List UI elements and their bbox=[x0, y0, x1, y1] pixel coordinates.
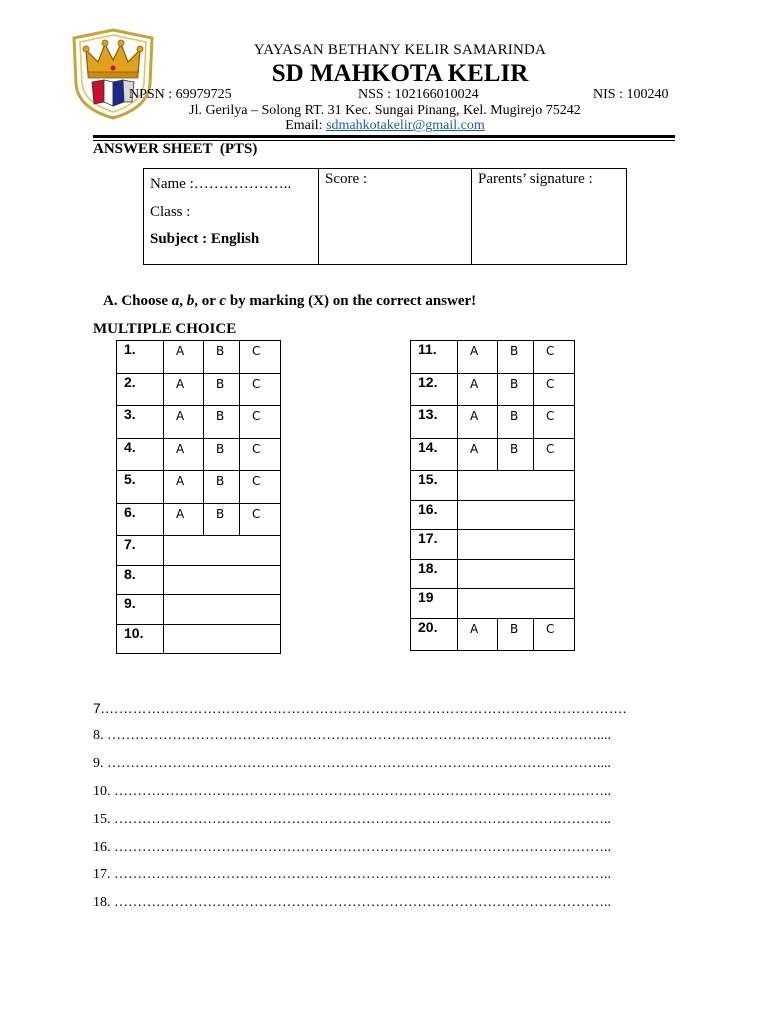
nis-number: NIS : 100240 bbox=[593, 87, 669, 102]
option-c-cell[interactable]: C bbox=[240, 438, 281, 471]
option-c-cell[interactable]: C bbox=[534, 341, 575, 374]
answer-row bbox=[117, 471, 281, 504]
question-number: 3. bbox=[117, 406, 164, 439]
answer-row bbox=[117, 503, 281, 536]
option-a-cell[interactable]: A bbox=[164, 341, 204, 374]
essay-answer-cell[interactable] bbox=[164, 536, 281, 566]
instruction-option-a: a bbox=[171, 293, 180, 309]
option-c-cell[interactable]: C bbox=[240, 471, 281, 504]
essay-answer-cell[interactable] bbox=[164, 624, 281, 654]
option-a-cell[interactable]: A bbox=[164, 373, 204, 406]
question-number: 4. bbox=[117, 438, 164, 471]
sheet-title: ANSWER SHEET (PTS) bbox=[93, 141, 258, 157]
answer-row bbox=[411, 438, 575, 471]
question-number: 20. bbox=[411, 618, 458, 651]
option-a-cell[interactable]: A bbox=[458, 341, 498, 374]
question-number: 6. bbox=[117, 503, 164, 536]
option-c-cell[interactable]: C bbox=[240, 341, 281, 374]
option-b-cell[interactable]: B bbox=[498, 373, 534, 406]
question-number: 5. bbox=[117, 471, 164, 504]
option-a-cell[interactable]: A bbox=[164, 406, 204, 439]
answer-row bbox=[411, 341, 575, 374]
answer-row bbox=[411, 406, 575, 439]
email-label: Email: bbox=[285, 118, 327, 133]
answer-row bbox=[411, 500, 575, 530]
answer-row bbox=[411, 618, 575, 651]
question-number: 14. bbox=[411, 438, 458, 471]
question-number: 1. bbox=[117, 341, 164, 374]
answer-line[interactable]: 7.…………………………………………………………………………………………………. bbox=[93, 700, 627, 716]
answer-line[interactable]: 17. …………………………………………………………………………………………….. bbox=[93, 867, 611, 883]
answer-row bbox=[411, 373, 575, 406]
answer-row bbox=[117, 565, 281, 595]
answer-line[interactable]: 9. …………………………………………………………………………………………….... bbox=[93, 755, 611, 771]
school-name: SD MAHKOTA KELIR bbox=[271, 60, 529, 87]
signature-label: Parents’ signature : bbox=[478, 171, 593, 187]
option-c-cell[interactable]: C bbox=[534, 438, 575, 471]
question-number: 15. bbox=[411, 471, 458, 501]
option-b-cell[interactable]: B bbox=[498, 406, 534, 439]
option-c-cell[interactable]: C bbox=[534, 618, 575, 651]
answer-grid-right bbox=[410, 340, 575, 651]
option-a-cell[interactable]: A bbox=[458, 438, 498, 471]
answer-line[interactable]: 15. …………………………………………………………………………………………….. bbox=[93, 811, 611, 827]
answer-row bbox=[117, 536, 281, 566]
header-divider-thick bbox=[93, 135, 675, 138]
essay-answer-cell[interactable] bbox=[458, 559, 575, 589]
option-a-cell[interactable]: A bbox=[458, 618, 498, 651]
npsn-number: NPSN : 69979725 bbox=[129, 87, 232, 102]
answer-row bbox=[411, 530, 575, 560]
foundation-name: YAYASAN BETHANY KELIR SAMARINDA bbox=[253, 42, 547, 58]
essay-answer-cell[interactable] bbox=[164, 595, 281, 625]
answer-line[interactable]: 8. …………………………………………………………………………………………….... bbox=[93, 727, 611, 743]
instruction-prefix: A. Choose bbox=[103, 293, 172, 309]
essay-answer-cell[interactable] bbox=[458, 530, 575, 560]
question-number: 11. bbox=[411, 341, 458, 374]
instruction-sep2: , or bbox=[194, 293, 220, 309]
signature-cell[interactable] bbox=[472, 169, 627, 265]
option-b-cell[interactable]: B bbox=[498, 438, 534, 471]
option-a-cell[interactable]: A bbox=[164, 438, 204, 471]
instruction-text bbox=[103, 293, 476, 310]
section-label: MULTIPLE CHOICE bbox=[93, 321, 237, 337]
question-number: 12. bbox=[411, 373, 458, 406]
instruction-option-b: b bbox=[186, 293, 195, 309]
answer-line[interactable]: 18. …………………………………………………………………………………………….. bbox=[93, 895, 611, 911]
option-b-cell[interactable]: B bbox=[204, 503, 240, 536]
answer-row bbox=[117, 373, 281, 406]
answer-row bbox=[411, 589, 575, 619]
answer-line[interactable]: 10. …………………………………………………………………………………………….. bbox=[93, 783, 611, 799]
school-address: Jl. Gerilya – Solong RT. 31 Kec. Sungai Pinang, Kel. Mugirejo 75242 bbox=[189, 103, 581, 118]
answer-row bbox=[117, 341, 281, 374]
student-info-table bbox=[143, 168, 627, 265]
name-field[interactable]: Name :……………….. bbox=[150, 176, 292, 192]
answer-row bbox=[117, 438, 281, 471]
question-number: 19 bbox=[411, 589, 458, 619]
question-number: 2. bbox=[117, 373, 164, 406]
essay-answer-cell[interactable] bbox=[164, 565, 281, 595]
option-b-cell[interactable]: B bbox=[204, 373, 240, 406]
option-a-cell[interactable]: A bbox=[164, 471, 204, 504]
option-b-cell[interactable]: B bbox=[204, 341, 240, 374]
answer-row bbox=[117, 406, 281, 439]
option-a-cell[interactable]: A bbox=[164, 503, 204, 536]
answer-line[interactable]: 16. …………………………………………………………………………………………….. bbox=[93, 839, 611, 855]
question-number: 9. bbox=[117, 595, 164, 625]
answer-row bbox=[117, 624, 281, 654]
school-email-line bbox=[0, 118, 768, 134]
essay-answer-cell[interactable] bbox=[458, 589, 575, 619]
option-b-cell[interactable]: B bbox=[498, 618, 534, 651]
option-b-cell[interactable]: B bbox=[498, 341, 534, 374]
question-number: 8. bbox=[117, 565, 164, 595]
question-number: 10. bbox=[117, 624, 164, 654]
option-a-cell[interactable]: A bbox=[458, 406, 498, 439]
subject-label: Subject : English bbox=[150, 231, 260, 247]
student-identity-cell bbox=[144, 169, 319, 265]
essay-answer-cell[interactable] bbox=[458, 500, 575, 530]
answer-row bbox=[117, 595, 281, 625]
option-b-cell[interactable]: B bbox=[204, 438, 240, 471]
option-c-cell[interactable]: C bbox=[240, 373, 281, 406]
score-cell[interactable] bbox=[319, 169, 472, 265]
option-b-cell[interactable]: B bbox=[204, 406, 240, 439]
question-number: 13. bbox=[411, 406, 458, 439]
option-a-cell[interactable]: A bbox=[458, 373, 498, 406]
nss-number: NSS : 102166010024 bbox=[358, 87, 479, 102]
question-number: 17. bbox=[411, 530, 458, 560]
answer-grid-left bbox=[116, 340, 281, 654]
class-field[interactable]: Class : bbox=[150, 203, 191, 220]
instruction-sep1: , bbox=[179, 293, 187, 309]
email-link[interactable]: sdmahkotakelir@gmail.com bbox=[326, 118, 485, 133]
essay-answer-cell[interactable] bbox=[458, 471, 575, 501]
question-number: 16. bbox=[411, 500, 458, 530]
score-label: Score : bbox=[325, 171, 368, 187]
option-c-cell[interactable]: C bbox=[240, 503, 281, 536]
option-b-cell[interactable]: B bbox=[204, 471, 240, 504]
instruction-option-c: c bbox=[219, 293, 227, 309]
option-c-cell[interactable]: C bbox=[240, 406, 281, 439]
question-number: 7. bbox=[117, 536, 164, 566]
answer-row bbox=[411, 559, 575, 589]
option-c-cell[interactable]: C bbox=[534, 406, 575, 439]
option-c-cell[interactable]: C bbox=[534, 373, 575, 406]
instruction-suffix: by marking (X) on the correct answer! bbox=[226, 293, 477, 309]
answer-row bbox=[411, 471, 575, 501]
question-number: 18. bbox=[411, 559, 458, 589]
